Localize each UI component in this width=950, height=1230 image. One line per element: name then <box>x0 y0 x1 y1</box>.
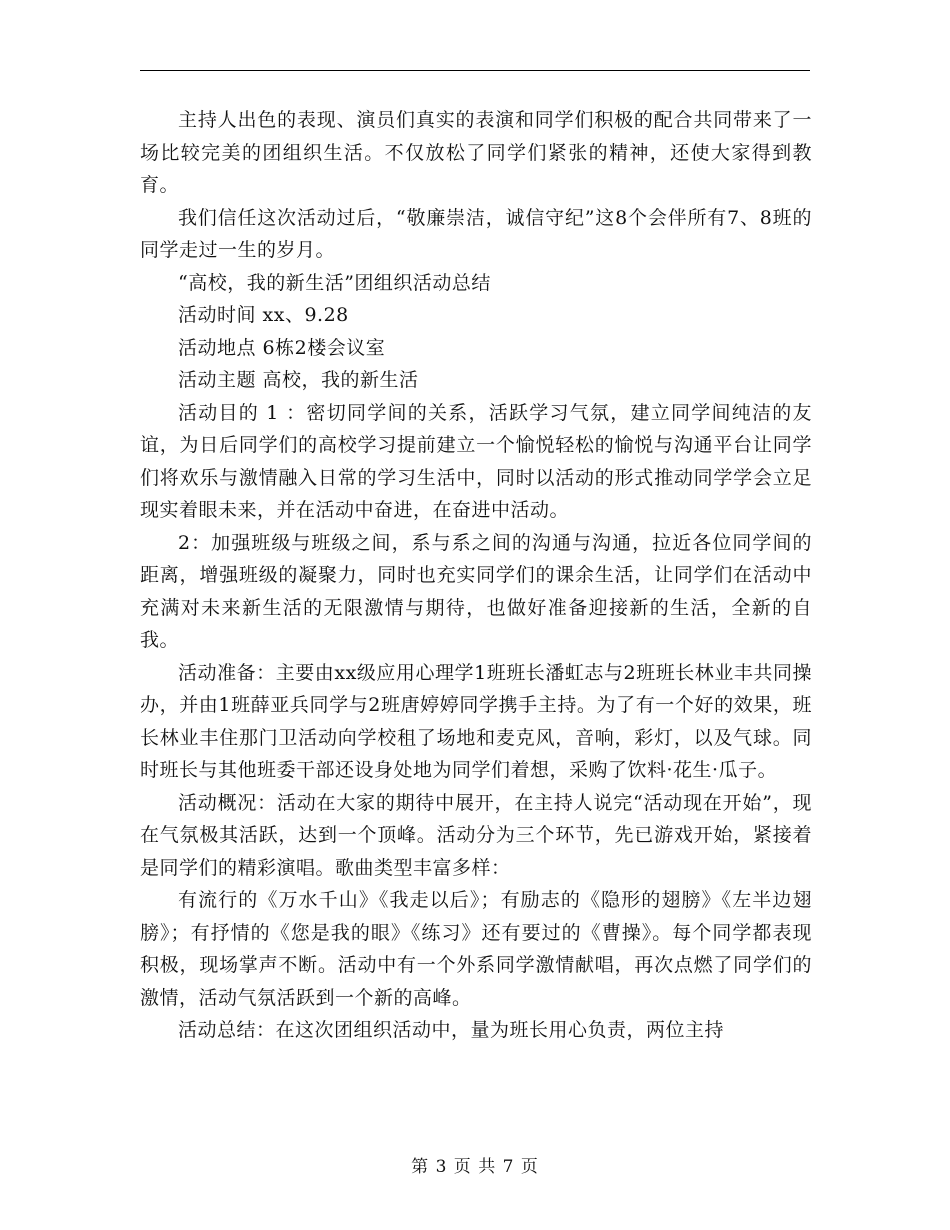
page-number-footer: 第 3 页 共 7 页 <box>411 1157 539 1177</box>
activity-time: 活动时间 xx、9.28 <box>178 304 349 326</box>
header-rule <box>140 70 810 71</box>
document-body <box>140 104 812 1047</box>
paragraph: 主持人出色的表现、演员们真实的表演和同学们积极的配合共同带来了一场比较完美的团组织生活。不仅放松了同学们紧张的精神，还使大家得到教育。 <box>140 109 812 196</box>
paragraph: 我们信任这次活动过后，“敬廉崇洁，诚信守纪”这8个会伴所有7、8班的同学走过一生的岁月。 <box>140 206 812 261</box>
activity-theme: 活动主题 高校，我的新生活 <box>178 369 419 391</box>
section-title: “高校，我的新生活”团组织活动总结 <box>178 271 491 294</box>
paragraph: 活动目的 1 ：密切同学间的关系，活跃学习气氛，建立同学间纯洁的友谊，为日后同学们的高校学习提前建立一个愉悦轻松的愉悦与沟通平台让同学们将欢乐与激情融入日常的学习生活中，同时以活动的形式推动同学学会立足现实着眼未来，并在活动中奋进，在奋进中活动。 <box>140 401 812 521</box>
paragraph: 活动总结：在这次团组织活动中，量为班长用心负责，两位主持 <box>178 1019 725 1041</box>
paragraph: 2：加强班级与班级之间，系与系之间的沟通与沟通，拉近各位同学间的距离，增强班级的凝聚力，同时也充实同学们的课余生活，让同学们在活动中充满对未来新生活的无限激情与期待，也做好准备迎接新的生活，全新的自我。 <box>140 531 812 651</box>
activity-location: 活动地点 6栋2楼会议室 <box>178 336 386 359</box>
paragraph: 活动概况：活动在大家的期待中展开，在主持人说完“活动现在开始”，现在气氛极其活跃，达到一个顶峰。活动分为三个环节，先已游戏开始，紧接着是同学们的精彩演唱。歌曲类型丰富多样： <box>140 791 812 879</box>
paragraph: 有流行的《万水千山》《我走以后》；有励志的《隐形的翅膀》《左半边翅膀》；有抒情的《您是我的眼》《练习》还有要过的《曹操》。每个同学都表现积极，现场掌声不断。活动中有一个外系同学激情献唱，再次点燃了同学们的激情，活动气氛活跃到一个新的高峰。 <box>140 889 812 1009</box>
paragraph: 活动准备：主要由xx级应用心理学1班班长潘虹志与2班班长林业丰共同操办，并由1班薛亚兵同学与2班唐婷婷同学携手主持。为了有一个好的效果，班长林业丰住那门卫活动向学校租了场地和麦克风，音响，彩灯，以及气球。同时班长与其他班委干部还设身处地为同学们着想，采购了饮料·花生·瓜子。 <box>140 661 812 781</box>
